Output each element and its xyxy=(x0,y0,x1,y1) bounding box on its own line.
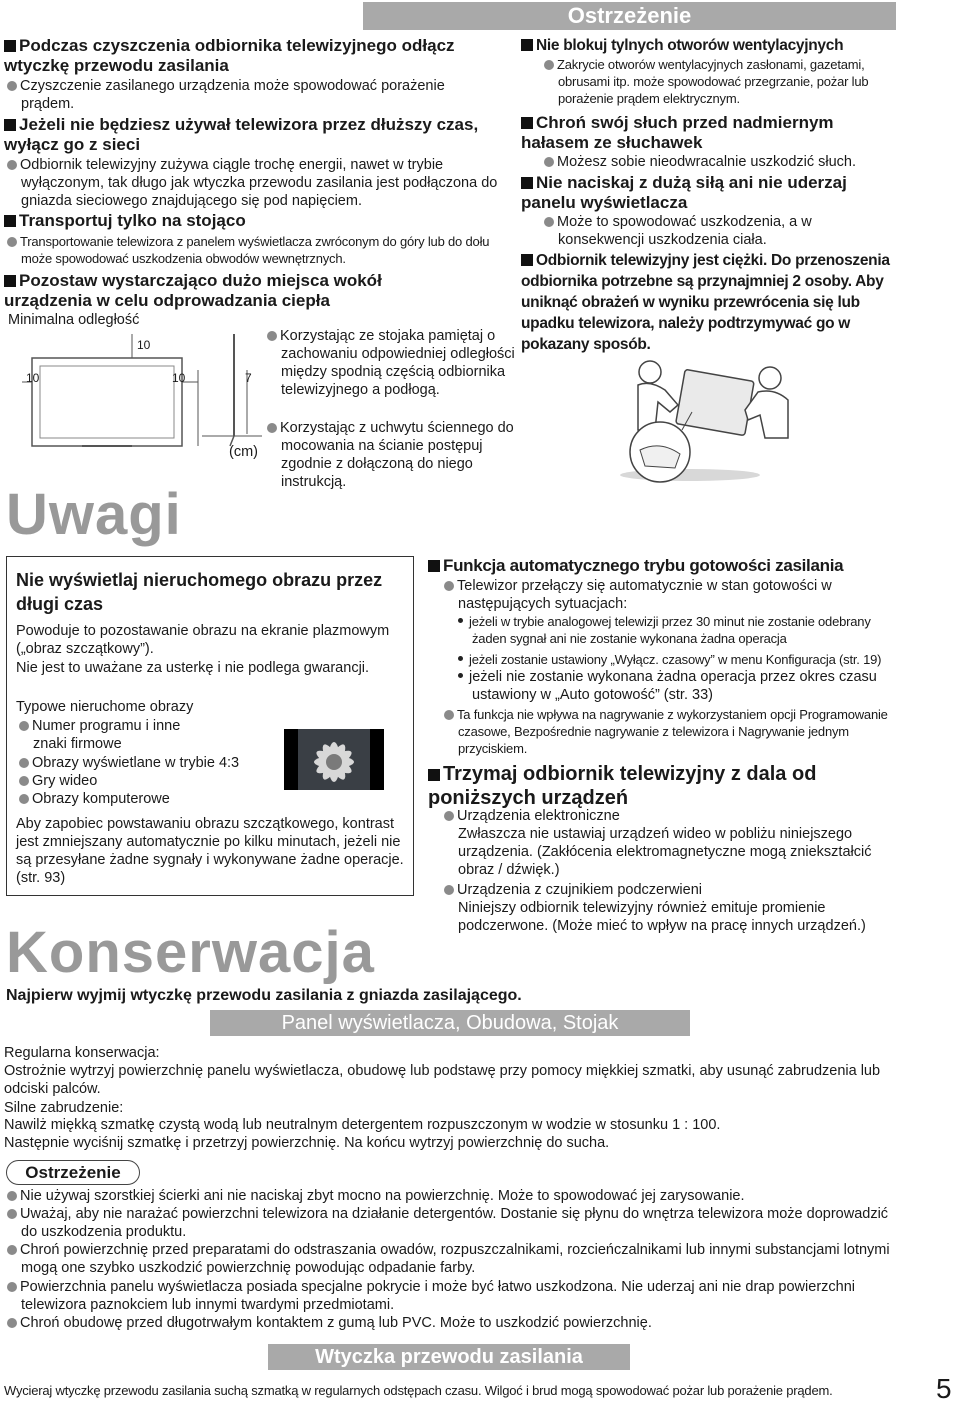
maint-l1: Regularna konserwacja: xyxy=(4,1045,160,1061)
square-icon xyxy=(428,769,440,781)
maint-l4: Nawilż miękką szmatkę czystą wodą lub neutralnym detergentem rozpuszczonym w wodzie w stosunku 1 : 100. xyxy=(4,1117,721,1133)
bullet-icon xyxy=(544,60,554,70)
warning-r2-bullet: Możesz sobie nieodwracalnie uszkodzić słuch. xyxy=(541,153,921,171)
keep-away-b2: Urządzenia z czujnikiem podczerwieni xyxy=(441,881,901,899)
still-i2: Obrazy wyświetlane w trybie 4:3 xyxy=(16,754,306,772)
bullet-icon xyxy=(444,811,454,821)
bullet-icon xyxy=(7,1282,17,1292)
maint-l3: Silne zabrudzenie: xyxy=(4,1100,124,1116)
warning-s4-bullet2: Korzystając z uchwytu ściennego do mocowania na ścianie postępuj zgodnie z dołączoną do niego instrukcją. xyxy=(264,419,526,491)
warning-r1-title: Nie blokuj tylnych otworów wentylacyjnych xyxy=(521,36,901,56)
bullet-icon xyxy=(458,618,463,623)
bullet-icon xyxy=(267,331,277,341)
keep-away-b1: Urządzenia elektroniczne xyxy=(441,807,901,825)
bullet-icon xyxy=(444,710,454,720)
caution-pill: Ostrzeżenie xyxy=(6,1160,140,1185)
dim-side-label: 7 xyxy=(245,371,252,385)
warning-s4-bullet1: Korzystając ze stojaka pamiętaj o zachowaniu odpowiedniej odległości między spodnią częścią odbiornika telewizyjnego a podłogą. xyxy=(264,327,526,399)
still-i4: Obrazy komputerowe xyxy=(16,790,266,808)
square-icon xyxy=(4,119,16,131)
maintenance-heading: Konserwacja xyxy=(6,920,375,985)
warning-s2-bullet: Odbiornik telewizyjny zużywa ciągle trochę energii, nawet w trybie wyłączonym, tak długo jak wtyczka przewodu zasilania jest podłączona do gniazda sieciowego znajdującego się pod napięciem. xyxy=(4,156,509,210)
maintenance-first: Najpierw wyjmij wtyczkę przewodu zasilania z gniazda zasilającego. xyxy=(6,987,522,1004)
warning-s4-title: Pozostaw wystarczająco dużo miejsca wokół urządzenia w celu odprowadzania ciepła xyxy=(4,271,382,310)
bullet-icon xyxy=(544,157,554,167)
bullet-icon xyxy=(267,423,277,433)
bullet-icon xyxy=(444,581,454,591)
bullet-icon xyxy=(458,656,463,661)
still-i3: Gry wideo xyxy=(16,772,266,790)
warning-r3-title: Nie naciskaj z dużą siłą ani nie uderzaj panelu wyświetlacza xyxy=(521,173,847,212)
caution-c5: Chroń obudowę przed długotrwałym kontaktem z gumą lub PVC. Może to uszkodzić powierzchnię. xyxy=(4,1314,894,1332)
square-icon xyxy=(521,177,533,189)
square-icon xyxy=(4,275,16,287)
auto-standby-b2: Ta funkcja nie wpływa na nagrywanie z wykorzystaniem opcji Programowanie czasowe, Bezpośrednie nagrywanie z telewizora i Nagrywanie jednym przyciskiem. xyxy=(441,706,901,757)
square-icon xyxy=(521,254,533,266)
panel-bar: Panel wyświetlacza, Obudowa, Stojak xyxy=(210,1010,690,1036)
bullet-icon xyxy=(544,217,554,227)
bullet-icon xyxy=(7,237,17,247)
notes-heading: Uwagi xyxy=(6,482,182,547)
caution-c4: Powierzchnia panelu wyświetlacza posiada specjalne pokrycie i może być łatwo uszkodzona. Nie uderzaj ani nie drap powierzchni telewizora paznokciem lub innymi twardymi przedmiotami. xyxy=(4,1278,894,1314)
auto-standby-s3: jeżeli nie zostanie wykonana żadna operacja przez okres czasu ustawiony w „Auto gotowość” (str. 33) xyxy=(458,668,898,704)
still-p4: Aby zapobiec powstawaniu obrazu szczątkowego, kontrast jest zmniejszany automatycznie po kilku minutach, jeżeli nie są przesyłane żadne sygnały i wykonywane żadne operacje. (str. 93) xyxy=(16,816,404,886)
carry-tv-illustration xyxy=(620,350,810,485)
square-icon xyxy=(521,39,533,51)
dim-right-label: 10 xyxy=(172,371,186,385)
square-icon xyxy=(428,560,440,572)
plug-bar: Wtyczka przewodu zasilania xyxy=(268,1344,630,1370)
dim-top-label: 10 xyxy=(137,338,151,352)
auto-standby-s2: jeżeli zostanie ustawiony „Wyłącz. czasowy” w menu Konfiguracja (str. 19) xyxy=(458,651,898,668)
maint-l2: Ostrożnie wytrzyj powierzchnię panelu wyświetlacza, obudowę lub podstawę przy pomocy miękkiej szmatki, aby usunąć zabrudzenia lub odciski palców. xyxy=(4,1063,881,1097)
keep-away-b1-text: Zwłaszcza nie ustawiaj urządzeń wideo w pobliżu niniejszego urządzenia. (Zakłócenia elektromagnetyczne mogą zniekształcić obraz / dźwięk.) xyxy=(458,826,872,878)
square-icon xyxy=(521,117,533,129)
warning-s1-bullet: Czyszczenie zasilanego urządzenia może spowodować porażenie prądem. xyxy=(4,77,474,113)
auto-standby-b1: Telewizor przełączy się automatycznie w stan gotowości w następujących sytuacjach: xyxy=(441,577,901,613)
square-icon xyxy=(4,215,16,227)
auto-standby-title: Funkcja automatycznego trybu gotowości zasilania xyxy=(428,556,898,576)
bullet-icon xyxy=(19,794,29,804)
bullet-icon xyxy=(19,758,29,768)
bullet-icon xyxy=(19,721,29,731)
plug-text: Wycieraj wtyczkę przewodu zasilania suchą szmatką w regularnych odstępach czasu. Wilgoć i brud mogą spowodować pożar lub porażenie prądem. xyxy=(4,1383,833,1398)
still-p3: Typowe nieruchome obrazy xyxy=(16,699,194,715)
warning-r3-bullet: Może to spowodować uszkodzenia, a w konsekwencji uszkodzenia ciała. xyxy=(541,213,861,249)
bullet-icon xyxy=(7,1191,17,1201)
warning-s3-bullet: Transportowanie telewizora z panelem wyświetlacza zwróconym do góry lub do dołu może spowodować uszkodzenia obwodów wewnętrznych. xyxy=(4,233,519,267)
bullet-icon xyxy=(7,1318,17,1328)
warning-banner: Ostrzeżenie xyxy=(363,2,896,30)
maint-l5: Następnie wyciśnij szmatkę i przetrzyj powierzchnię. Na końcu wytrzyj powierzchnię do sucha. xyxy=(4,1135,610,1151)
warning-s2-title: Jeżeli nie będziesz używał telewizora przez dłuższy czas, wyłącz go z sieci xyxy=(4,115,479,154)
still-p1: Powoduje to pozostawanie obrazu na ekranie plazmowym („obraz szczątkowy”). xyxy=(16,623,390,657)
dim-unit-label: (cm) xyxy=(229,444,258,460)
warning-s3-title: Transportuj tylko na stojąco xyxy=(4,211,509,231)
bullet-icon xyxy=(19,776,29,786)
warning-s1-title: Podczas czyszczenia odbiornika telewizyjnego odłącz wtyczkę przewodu zasilania xyxy=(4,36,455,75)
bullet-icon xyxy=(458,673,463,678)
caution-c1: Nie używaj szorstkiej ścierki ani nie naciskaj zbyt mocno na powierzchnię. Może to spowodować jej zarysowanie. xyxy=(4,1187,894,1205)
still-i1: Numer programu i inne znaki firmowe xyxy=(16,717,186,753)
still-image-title: Nie wyświetlaj nieruchomego obrazu przez długi czas xyxy=(16,570,383,614)
page-number: 5 xyxy=(936,1373,952,1404)
bullet-icon xyxy=(7,1209,17,1219)
caution-c3: Chroń powierzchnię przed preparatami do odstraszania owadów, rozpuszczalnikami, rozcieńczalnikami lub innymi substancjami lotnymi mogą one szybko uszkodzić powierzchnię powodując odpadanie farby. xyxy=(4,1241,894,1277)
keep-away-title: Trzymaj odbiornik telewizyjny z dala od poniższych urządzeń xyxy=(428,763,817,809)
dim-left-label: 10 xyxy=(26,371,40,385)
auto-standby-s1: jeżeli w trybie analogowej telewizji przez 30 minut nie zostanie odebrany żaden sygnał ani nie zostanie wykonana żadna operacja xyxy=(458,613,898,647)
bullet-icon xyxy=(7,1245,17,1255)
warning-r1-bullet: Zakrycie otworów wentylacyjnych zasłonami, gazetami, obrusami itp. może spowodować przegrzanie, pożar lub porażenie prądem elektrycznym. xyxy=(541,56,901,107)
warning-r2-title: Chroń swój słuch przed nadmiernym hałasem ze słuchawek xyxy=(521,113,834,152)
bullet-icon xyxy=(7,160,17,170)
square-icon xyxy=(4,40,16,52)
warning-r4-title: Odbiornik telewizyjny jest ciężki. Do przenoszenia odbiornika potrzebne są przynajmniej 2 osoby. Aby uniknąć obrażeń w wyniku przewrócenia się lub upadku telewizora, należy podtrzymywać go w pokazany sposób. xyxy=(521,252,890,353)
keep-away-b2-text: Niniejszy odbiornik telewizyjny również emituje promienie podczerwone. (Może mieć to wpływ na pracę innych urządzeń.) xyxy=(458,900,866,934)
still-p2: Nie jest to uważane za usterkę i nie podlega gwarancji. xyxy=(16,660,370,676)
caution-c2: Uważaj, aby nie narażać powierzchni telewizora na działanie detergentów. Dostanie się płynu do wnętrza telewizora może doprowadzić do uszkodzenia produktu. xyxy=(4,1205,894,1241)
bullet-icon xyxy=(444,885,454,895)
flower-4-3-image xyxy=(284,729,384,790)
min-distance-label: Minimalna odległość xyxy=(8,312,140,328)
bullet-icon xyxy=(7,81,17,91)
